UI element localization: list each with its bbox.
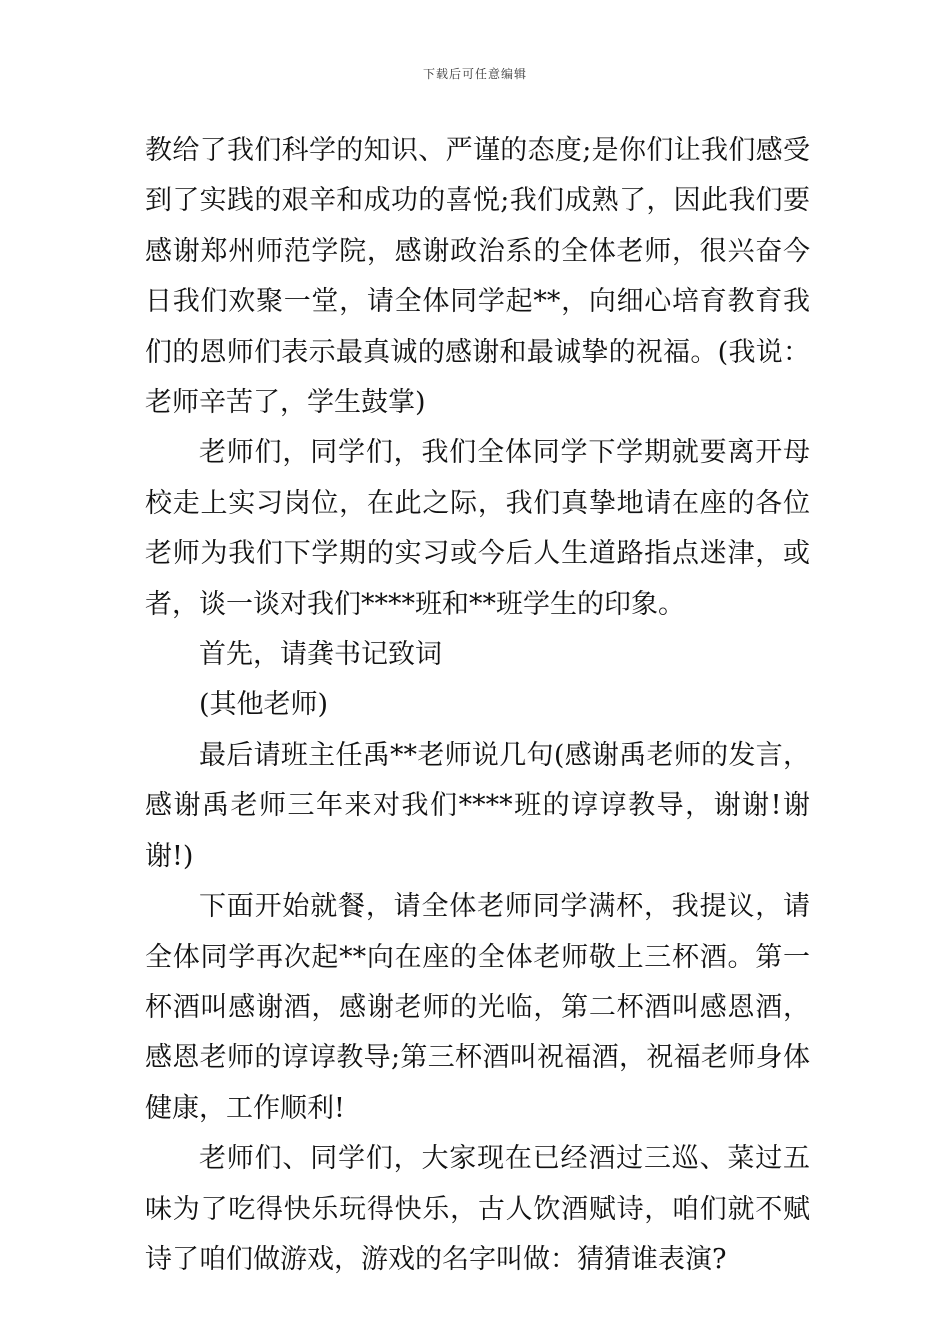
paragraph-5: 最后请班主任禹**老师说几句(感谢禹老师的发言，感谢禹老师三年来对我们****班的谆谆教导，谢谢!谢谢!) — [145, 739, 810, 872]
paragraph-1: 教给了我们科学的知识、严谨的态度;是你们让我们感受到了实践的艰辛和成功的喜悦;我们成熟了，因此我们要感谢郑州师范学院，感谢政治系的全体老师，很兴奋今日我们欢聚一堂，请全体同学起**，向细心培育教育我们的恩师们表示最真诚的感谢和最诚挚的祝福。(我说：老师辛苦了，学生鼓掌) — [145, 135, 810, 419]
paragraph-7: 老师们、同学们，大家现在已经酒过三巡、菜过五味为了吃得快乐玩得快乐，古人饮酒赋诗，咱们就不赋诗了咱们做游戏，游戏的名字叫做：猜猜谁表演? — [145, 1143, 810, 1275]
paragraph-4: (其他老师) — [199, 689, 329, 721]
document-body — [145, 126, 810, 1285]
paragraph-3: 首先，请龚书记致词 — [199, 639, 442, 671]
paragraph-6: 下面开始就餐，请全体老师同学满杯，我提议，请全体同学再次起**向在座的全体老师敬上三杯酒。第一杯酒叫感谢酒，感谢老师的光临，第二杯酒叫感恩酒，感恩老师的谆谆教导;第三杯酒叫祝福酒，祝福老师身体健康，工作顺利! — [145, 891, 810, 1124]
page-header: 下载后可任意编辑 — [422, 67, 527, 81]
paragraph-2: 老师们，同学们，我们全体同学下学期就要离开母校走上实习岗位，在此之际，我们真挚地请在座的各位老师为我们下学期的实习或今后人生道路指点迷津，或者，谈一谈对我们****班和**班学生的印象。 — [145, 437, 810, 620]
